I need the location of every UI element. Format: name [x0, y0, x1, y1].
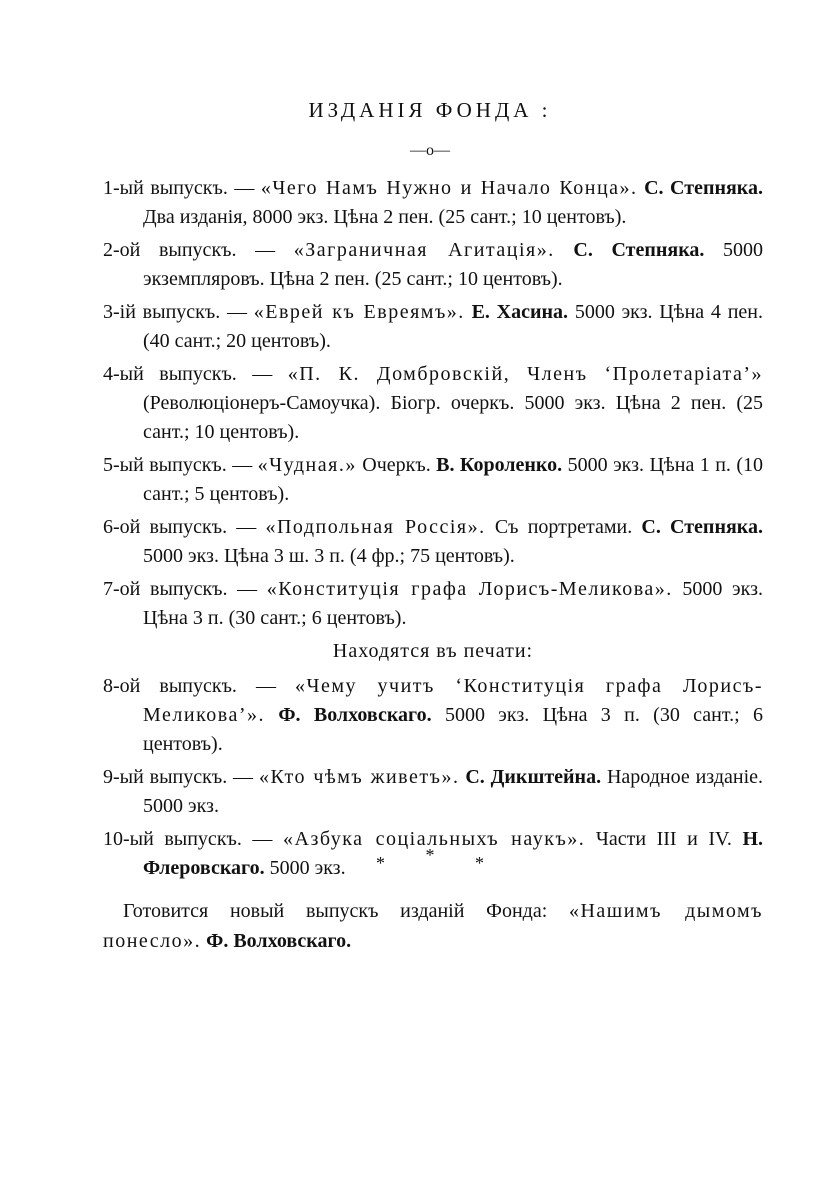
publication-entry-1	[103, 174, 763, 232]
publication-entry-4	[103, 360, 763, 447]
work-title: «Чудная.»	[257, 454, 357, 476]
work-title: «Чего Намъ Нужно и Начало Конца».	[260, 177, 638, 199]
publication-entry-3	[103, 298, 763, 356]
issue-number: 10-ый выпускъ. —	[103, 828, 273, 850]
publication-details: Очеркъ.	[362, 454, 431, 476]
publication-details: Народное изданіе. 5000 экз.	[143, 766, 764, 817]
publication-details: Съ портретами.	[494, 516, 633, 538]
publication-entry-5	[103, 451, 763, 509]
issue-number: 3-ій выпускъ. —	[103, 301, 247, 323]
issue-number: 2-ой выпускъ. —	[103, 239, 276, 261]
issue-number: 6-ой выпускъ. —	[103, 516, 257, 538]
work-title: «Азбука соціальныхъ наукъ».	[283, 828, 586, 850]
in-press-heading: Находятся въ печати:	[332, 640, 534, 662]
issue-number: 8-ой выпускъ. —	[103, 675, 276, 697]
publication-details-2: 5000 экз. Цѣна 3 ш. 3 п. (4 фр.; 75 центовъ).	[143, 545, 515, 567]
publication-details: 5000 экз. Цѣна 3 п. (30 сант.; 6 центовъ).	[143, 578, 763, 629]
title-divider: —о—	[410, 142, 450, 159]
publication-entry-7	[103, 575, 763, 633]
asterisk: *	[376, 853, 385, 873]
work-title: «П. К. Домбровскій, Членъ ‘Пролетаріата’»	[287, 363, 764, 385]
author-name: Ф. Волховскаго.	[278, 704, 432, 726]
author-name: Е. Хасина.	[471, 301, 569, 323]
work-title: «Чему учитъ ‘Конституція графа Лорисъ-Меликова’».	[143, 675, 764, 726]
work-title: «Нашимъ дымомъ понесло».	[103, 900, 764, 952]
notice-text: Готовится новый выпускъ изданій Фонда:	[123, 900, 548, 922]
work-title: «Еврей къ Евреямъ».	[253, 301, 465, 323]
page-title: ИЗДАНІЯ ФОНДА :	[308, 98, 552, 122]
work-title: «Заграничная Агитація».	[293, 239, 555, 261]
work-title: «Кто чѣмъ живетъ».	[258, 766, 460, 788]
author-name: Ф. Волховскаго.	[206, 930, 352, 952]
publication-details-2: 5000 экз.	[269, 857, 346, 879]
author-name: С. Дикштейна.	[465, 766, 602, 788]
publication-list	[103, 174, 763, 887]
issue-number: 5-ый выпускъ. —	[103, 454, 253, 476]
publication-details: Два изданія, 8000 экз. Цѣна 2 пен. (25 сант.; 10 центовъ).	[143, 206, 627, 228]
upcoming-notice	[103, 896, 763, 956]
author-name: В. Короленко.	[436, 454, 563, 476]
publication-entry-2	[103, 236, 763, 294]
author-name: С. Степняка.	[641, 516, 764, 538]
publication-details: (Революціонеръ-Самоучка). Біогр. очеркъ. 5000 экз. Цѣна 2 пен. (25 сант.; 10 центовъ).	[143, 392, 763, 443]
issue-number: 1-ый выпускъ. —	[103, 177, 255, 199]
work-title: «Подпольная Россія».	[265, 516, 486, 538]
publication-details: 5000 экз. Цѣна 4 пен. (40 сант.; 20 центовъ).	[143, 301, 763, 352]
author-name: С. Степняка.	[644, 177, 764, 199]
publication-details-2: 5000 экз. Цѣна 1 п. (10 сант.; 5 центовъ).	[143, 454, 763, 505]
publication-details: Части III и IV.	[595, 828, 732, 850]
author-name: Н. Флеровскаго.	[143, 828, 764, 879]
publication-details: 5000 экз. Цѣна 3 п. (30 сант.; 6 центовъ).	[143, 704, 763, 755]
work-title: «Конституція графа Лорисъ-Меликова».	[266, 578, 673, 600]
issue-number: 7-ой выпускъ. —	[103, 578, 258, 600]
publication-details: 5000 экземпляровъ. Цѣна 2 пен. (25 сант.; 10 центовъ).	[143, 239, 764, 290]
publication-entry-9	[103, 763, 763, 821]
author-name: С. Степняка.	[573, 239, 705, 261]
issue-number: 4-ый выпускъ. —	[103, 363, 273, 385]
publication-entry-6	[103, 513, 763, 571]
asterisk: *	[475, 853, 484, 873]
publication-entry-8	[103, 672, 763, 759]
asterisk: *	[425, 845, 435, 865]
issue-number: 9-ый выпускъ. —	[103, 766, 254, 788]
